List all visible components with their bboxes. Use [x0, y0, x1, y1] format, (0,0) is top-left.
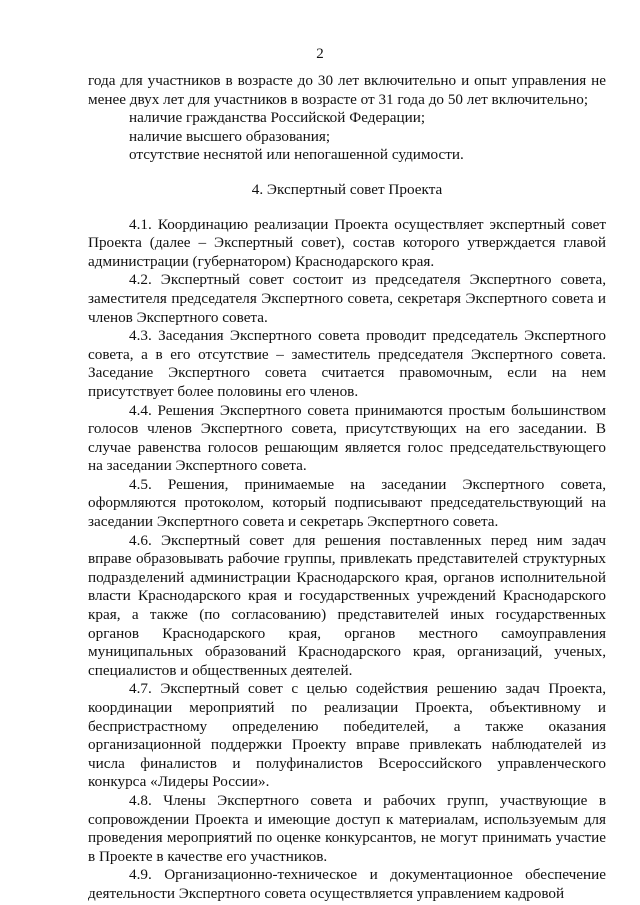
- paragraph-4-6: 4.6. Экспертный совет для решения поставленных перед ним задач вправе образовывать рабочие группы, привлекать представителей структурных подразделений администрации Краснодарского края, органов исполнительной власти Краснодарского края и государственных учреждений Краснодарского края, а также (по согласованию) представителей иных государственных органов Краснодарского края, органов местного самоуправления муниципальных образований Краснодарского края, организаций, ученых, специалистов и общественных деятелей.: [88, 531, 606, 679]
- paragraph-4-5: 4.5. Решения, принимаемые на заседании Экспертного совета, оформляются протоколом, который подписывают председательствующий на заседании Экспертного совета и секретарь Экспертного совета.: [88, 475, 606, 531]
- paragraph-4-4: 4.4. Решения Экспертного совета принимаются простым большинством голосов членов Экспертного совета, присутствующих на его заседании. В случае равенства голосов решающим является голос председательствующего на заседании Экспертного совета.: [88, 401, 606, 475]
- document-body: [88, 72, 606, 904]
- section-title: 4. Экспертный совет Проекта: [251, 180, 443, 198]
- requirement-education: наличие высшего образования;: [129, 127, 331, 145]
- page-number: 2: [316, 46, 324, 62]
- paragraph-4-7: 4.7. Экспертный совет с целью содействия решению задач Проекта, координации мероприятий по реализации Проекта, объективному и беспристрастному определению победителей, а также оказания организационной поддержки Проекту вправе привлекать наблюдателей из числа финалистов и полуфиналистов Всероссийского управленческого конкурса «Лидеры России».: [88, 680, 606, 791]
- paragraph-4-9: 4.9. Организационно-техническое и документационное обеспечение деятельности Экспертного совета осуществляется управлением кадровой: [88, 866, 606, 902]
- spacer: [88, 165, 606, 181]
- paragraph-4-2: 4.2. Экспертный совет состоит из председателя Экспертного совета, заместителя председателя Экспертного совета, секретаря Экспертного совета и членов Экспертного совета.: [88, 271, 606, 326]
- requirement-citizenship: наличие гражданства Российской Федерации;: [129, 109, 426, 127]
- paragraph-4-1: 4.1. Координацию реализации Проекта осуществляет экспертный совет Проекта (далее – Экспертный совет), состав которого утверждается главой администрации (губернатором) Краснодарского края.: [88, 215, 606, 270]
- paragraph-4-3: 4.3. Заседания Экспертного совета проводит председатель Экспертного совета, а в его отсутствие – заместитель председателя Экспертного совета. Заседание Экспертного совета считается правомочным, если на нем присутствует более половины его членов.: [88, 327, 606, 400]
- spacer: [88, 200, 606, 216]
- paragraph-4-8: 4.8. Члены Экспертного совета и рабочих групп, участвующие в сопровождении Проекта и имеющие доступ к материалам, используемым для проведения мероприятий по оценке конкурсантов, не могут принимать участие в Проекте в качестве его участников.: [88, 791, 606, 865]
- requirement-no-criminal-record: отсутствие неснятой или непогашенной судимости.: [129, 146, 464, 164]
- intro-paragraph: года для участников в возрасте до 30 лет включительно и опыт управления не менее двух лет для участников в возрасте от 31 года до 50 лет включительно;: [88, 72, 606, 108]
